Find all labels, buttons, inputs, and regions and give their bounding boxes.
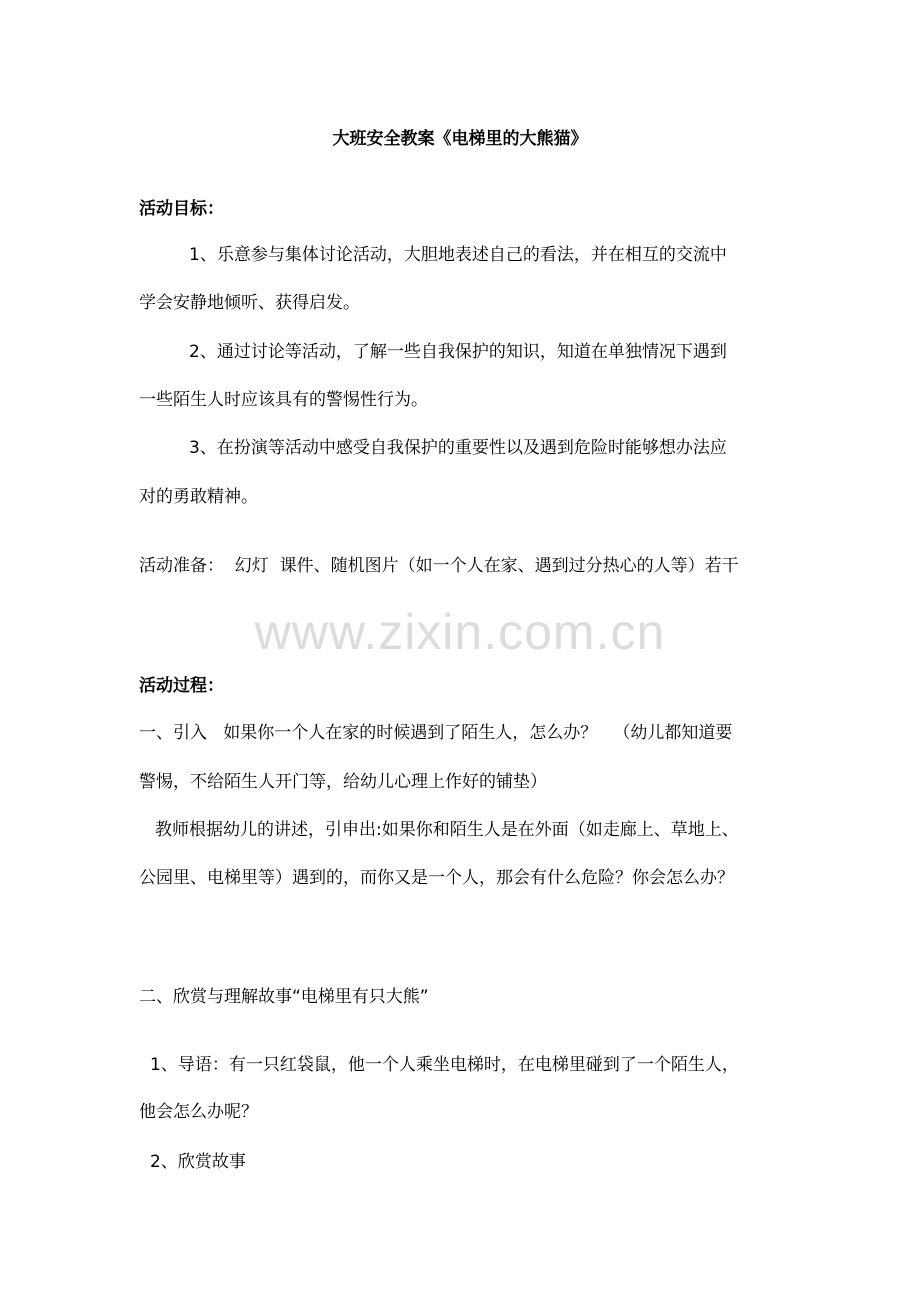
goal-1-line-2: 学会安静地倾听、获得启发。 — [139, 293, 360, 313]
goal-2-line-1: 2、通过讨论等活动，了解一些自我保护的知识，知道在单独情况下遇到 — [189, 342, 727, 362]
goal-2-line-2: 一些陌生人时应该具有的警惕性行为。 — [139, 390, 428, 410]
step-2-item-1-line-1: 1、导语：有一只红袋鼠，他一个人乘坐电梯时，在电梯里碰到了一个陌生人， — [150, 1055, 739, 1075]
goal-3-line-2: 对的勇敢精神。 — [139, 487, 258, 507]
step-1-line-2: 警惕，不给陌生人开门等，给幼儿心理上作好的铺垫） — [139, 772, 547, 792]
document-title: 大班安全教案《电梯里的大熊猫》 — [332, 129, 588, 149]
step-1-line-3: 教师根据幼儿的讲述，引申出:如果你和陌生人是在外面（如走廊上、草地上、 — [155, 820, 739, 840]
step-2-heading: 二、欣赏与理解故事“电梯里有只大熊” — [139, 987, 429, 1007]
goals-heading: 活动目标： — [139, 199, 224, 219]
process-heading: 活动过程： — [139, 676, 224, 696]
step-1-line-4: 公园里、电梯里等）遇到的，而你又是一个人，那会有什么危险？你会怎么办？ — [139, 868, 734, 888]
goal-3-line-1: 3、在扮演等活动中感受自我保护的重要性以及遇到危险时能够想办法应 — [189, 438, 727, 458]
step-2-item-1-line-2: 他会怎么办呢？ — [139, 1102, 258, 1122]
step-1-line-1: 一、引入 如果你一个人在家的时候遇到了陌生人，怎么办？ （幼儿都知道要 — [139, 723, 733, 743]
goal-1-line-1: 1、乐意参与集体讨论活动，大胆地表述自己的看法，并在相互的交流中 — [189, 245, 727, 265]
watermark: www.zixin.com.cn — [254, 604, 666, 660]
preparation-line: 活动准备： 幻灯 课件、随机图片（如一个人在家、遇到过分热心的人等）若干 — [139, 556, 739, 576]
step-2-item-2: 2、欣赏故事 — [150, 1152, 246, 1172]
